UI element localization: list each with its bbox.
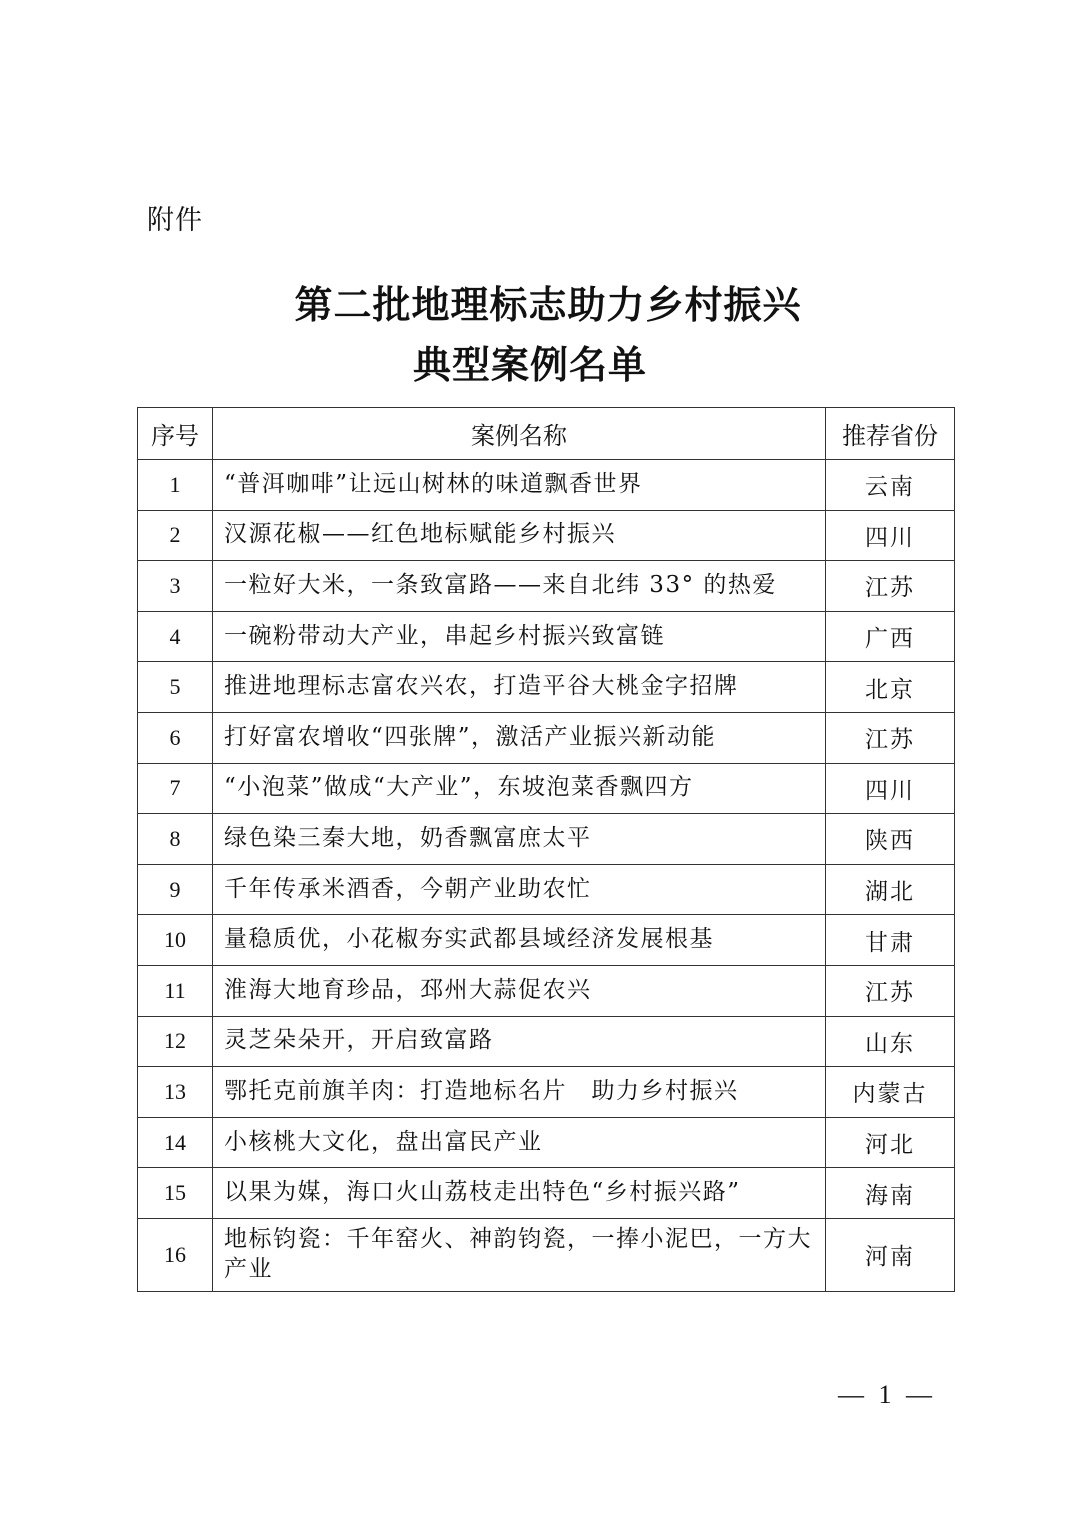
table-row — [138, 965, 955, 1016]
table-row — [138, 1218, 955, 1291]
document-title-line-1: 第二批地理标志助力乡村振兴 — [294, 282, 802, 327]
table-row — [138, 763, 955, 814]
row-case-name: 一碗粉带动大产业，串起乡村振兴致富链 — [213, 611, 826, 662]
table-row — [138, 814, 955, 865]
row-number: 4 — [138, 611, 213, 662]
row-number: 14 — [138, 1117, 213, 1168]
row-case-name: 一粒好大米，一条致富路——来自北纬 33° 的热爱 — [213, 561, 826, 612]
table-row — [138, 1168, 955, 1219]
row-case-name: 以果为媒，海口火山荔枝走出特色“乡村振兴路” — [213, 1168, 826, 1219]
row-province: 云南 — [826, 460, 955, 511]
row-province: 四川 — [826, 510, 955, 561]
row-province: 湖北 — [826, 864, 955, 915]
row-number: 8 — [138, 814, 213, 865]
row-case-name: 小核桃大文化，盘出富民产业 — [213, 1117, 826, 1168]
attachment-label: 附件 — [147, 205, 203, 236]
table-row — [138, 712, 955, 763]
table-row — [138, 864, 955, 915]
row-case-name: 地标钧瓷：千年窑火、神韵钧瓷，一捧小泥巴，一方大产业 — [213, 1218, 826, 1291]
row-province: 甘肃 — [826, 915, 955, 966]
row-number: 15 — [138, 1168, 213, 1219]
row-case-name: 打好富农增收“四张牌”，激活产业振兴新动能 — [213, 712, 826, 763]
row-case-name: 淮海大地育珍品，邳州大蒜促农兴 — [213, 965, 826, 1016]
row-number: 3 — [138, 561, 213, 612]
document-title-line-2: 典型案例名单 — [412, 342, 647, 387]
row-case-name: 汉源花椒——红色地标赋能乡村振兴 — [213, 510, 826, 561]
header-serial-number: 序号 — [138, 408, 213, 460]
page-number: — 1 — — [838, 1380, 936, 1409]
row-province: 内蒙古 — [826, 1067, 955, 1118]
table-row — [138, 915, 955, 966]
row-number: 2 — [138, 510, 213, 561]
row-province: 海南 — [826, 1168, 955, 1219]
row-province: 广西 — [826, 611, 955, 662]
case-list-table — [137, 407, 955, 1292]
table-row — [138, 460, 955, 511]
row-number: 9 — [138, 864, 213, 915]
row-province: 北京 — [826, 662, 955, 713]
row-case-name: “普洱咖啡”让远山树林的味道飘香世界 — [213, 460, 826, 511]
row-province: 四川 — [826, 763, 955, 814]
row-number: 1 — [138, 460, 213, 511]
row-province: 山东 — [826, 1016, 955, 1067]
table-row — [138, 1067, 955, 1118]
table-row — [138, 662, 955, 713]
row-number: 13 — [138, 1067, 213, 1118]
row-province: 江苏 — [826, 712, 955, 763]
table-row — [138, 1117, 955, 1168]
table-row — [138, 611, 955, 662]
row-province: 河南 — [826, 1218, 955, 1291]
row-province: 江苏 — [826, 965, 955, 1016]
header-case-name: 案例名称 — [213, 408, 826, 460]
table-header-row — [138, 408, 955, 460]
row-number: 11 — [138, 965, 213, 1016]
table-row — [138, 1016, 955, 1067]
row-number: 5 — [138, 662, 213, 713]
row-province: 河北 — [826, 1117, 955, 1168]
table-row — [138, 510, 955, 561]
table-row — [138, 561, 955, 612]
row-number: 6 — [138, 712, 213, 763]
header-province: 推荐省份 — [826, 408, 955, 460]
row-case-name: 灵芝朵朵开，开启致富路 — [213, 1016, 826, 1067]
row-number: 7 — [138, 763, 213, 814]
row-case-name: 绿色染三秦大地，奶香飘富庶太平 — [213, 814, 826, 865]
row-province: 陕西 — [826, 814, 955, 865]
row-number: 16 — [138, 1218, 213, 1291]
row-case-name: “小泡菜”做成“大产业”，东坡泡菜香飘四方 — [213, 763, 826, 814]
row-case-name: 量稳质优，小花椒夯实武都县域经济发展根基 — [213, 915, 826, 966]
row-number: 10 — [138, 915, 213, 966]
row-case-name: 推进地理标志富农兴农，打造平谷大桃金字招牌 — [213, 662, 826, 713]
row-province: 江苏 — [826, 561, 955, 612]
row-case-name: 千年传承米酒香，今朝产业助农忙 — [213, 864, 826, 915]
row-number: 12 — [138, 1016, 213, 1067]
row-case-name: 鄂托克前旗羊肉：打造地标名片 助力乡村振兴 — [213, 1067, 826, 1118]
